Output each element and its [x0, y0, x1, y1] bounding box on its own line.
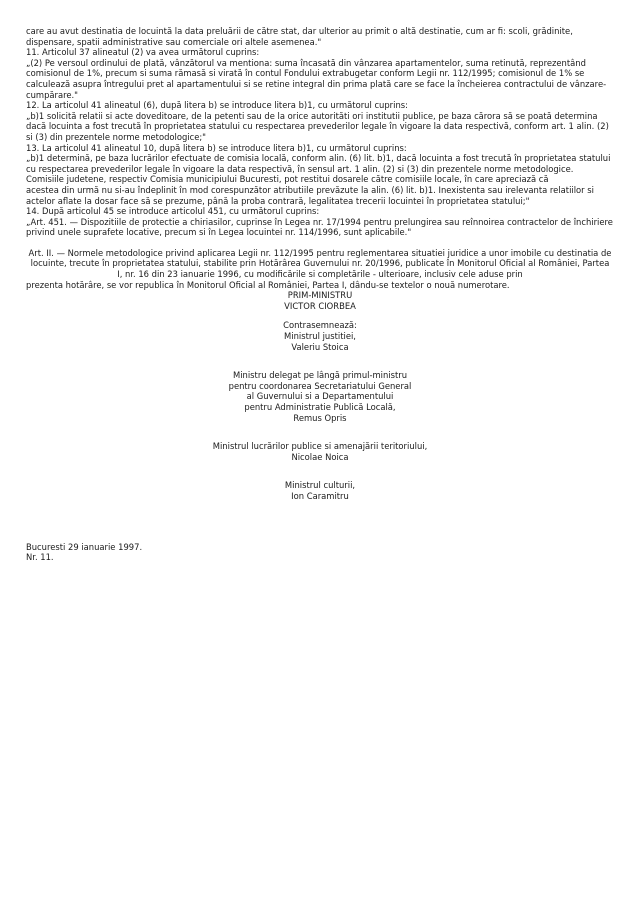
article-line: prezenta hotărâre, se vor republica în Monitorul Oficial al României, Partea I, dându-se textelor o nouă numerotare.: [26, 279, 510, 290]
delegate-name: Remus Opris: [293, 412, 347, 423]
pm-name: VICTOR CIORBEA: [284, 300, 356, 311]
text-line: calculează asupra întregului pret al apartamentului si se retine integral din prima plată care se face la încheierea contractului de vânzare-: [26, 78, 607, 89]
delegate-line: pentru coordonarea Secretariatului General: [228, 380, 412, 391]
text-line: privind unele suprafete locative, precum si în Legea locuintei nr. 114/1996, sunt aplicabile.": [26, 227, 412, 238]
delegate-line: Ministru delegat pe lângă primul-ministru: [232, 370, 408, 381]
signature-block: [26, 290, 614, 501]
document-number: Nr. 11.: [26, 552, 54, 563]
article-line: locuinte, trecute în proprietatea statului, stabilite prin Hotărârea Guvernului nr. 20/1996, publicate în Monitorul Oficial al României, Partea: [30, 258, 610, 269]
text-line: 12. La articolul 41 alineatul (6), după litera b) se introduce litera b)1, cu următorul cuprins:: [26, 100, 408, 111]
justice-name: Valeriu Stoica: [291, 341, 349, 352]
document-page: [26, 26, 614, 563]
public-works-name: Nicolae Noica: [291, 451, 349, 462]
text-line: „(2) Pe versoul ordinului de plată, vânzătorul va mentiona: suma încasată din vânzarea apartamentelor, suma retinută, reprezentând: [26, 57, 586, 68]
text-line: cu respectarea prevederilor legale în vigoare la data respectivă, în sensul art. 1 alin. (2) si (3) din prezentele norme metodologice.: [26, 163, 574, 174]
place-date: Bucuresti 29 ianuarie 1997.: [26, 541, 143, 552]
article-line: I, nr. 16 din 23 ianuarie 1996, cu modificările si completările - ulterioare, inclusiv cele aduse prin: [117, 269, 523, 280]
text-line: care au avut destinatia de locuintă la data preluării de către stat, dar ulterior au primit o altă destinatie, cum ar fi: scoli, grădinite,: [26, 26, 573, 36]
public-works-title: Ministrul lucrărilor publice si amenajării teritoriului,: [212, 441, 428, 452]
article-ii: [26, 248, 614, 290]
text-line: „Art. 451. — Dispozitiile de protectie a chiriasilor, cuprinse în Legea nr. 17/1994 pentru prelungirea sau reînnoirea contractelor de închiriere: [26, 216, 613, 227]
text-line: cumpărare.": [26, 89, 79, 100]
delegate-line: pentru Administratie Publică Locală,: [244, 402, 396, 412]
text-line: 11. Articolul 37 alineatul (2) va avea următorul cuprins:: [26, 47, 260, 58]
article-line: Art. II. — Normele metodologice privind aplicarea Legii nr. 112/1995 pentru reglementarea situatiei juridice a unor imobile cu destinatia de: [28, 247, 612, 258]
culture-name: Ion Caramitru: [291, 490, 349, 501]
text-line: Comisiile judetene, respectiv Comisia municipiului Bucuresti, pot restitui dosarele către comisiile locale, în care apreciază că: [26, 174, 549, 185]
text-line: 13. La articolul 41 alineatul 10, după litera b) se introduce litera b)1, cu următorul cuprins:: [26, 142, 407, 153]
countersign-label: Contrasemnează:: [283, 320, 357, 331]
pm-title: PRIM-MINISTRU: [287, 290, 353, 301]
amendments-text: [26, 26, 614, 238]
text-line: acestea din urmă nu si-au îndeplinit în mod corespunzător atributiile prevăzute la alin. (6) lit. b)1. Inexistenta sau irelevanta relatiilor si: [26, 184, 594, 195]
text-line: dacă locuinta a fost trecută în proprietatea statului cu respectarea prevederilor legale în vigoare la data respectivă, conform art. 1 alin. (2): [26, 121, 609, 132]
text-line: „b)1 solicită relatii si acte doveditoare, de la petenti sau de la orice autorităti ori institutii publice, pe baza cărora să se poată determina: [26, 110, 598, 121]
document-footer: [26, 542, 614, 563]
delegate-line: al Guvernului si a Departamentului: [246, 391, 394, 402]
text-line: 14. După articolul 45 se introduce articolul 451, cu următorul cuprins:: [26, 206, 320, 217]
text-line: comisionul de 1%, precum si suma rămasă si virată în contul Fondului extrabugetar conform Legii nr. 112/1995; comisionul de 1% se: [26, 68, 585, 79]
culture-title: Ministrul culturii,: [284, 480, 356, 491]
justice-title: Ministrul justitiei,: [284, 331, 356, 342]
text-line: „b)1 determină, pe baza lucrărilor efectuate de comisia locală, conform alin. (6) lit. b)1, dacă locuinta a fost trecută în proprietatea statului: [26, 153, 611, 164]
text-line: si (3) din prezentele norme metodologice;": [26, 131, 207, 142]
text-line: dispensare, spatii administrative sau comerciale ori altele asemenea.": [26, 36, 322, 47]
text-line: actelor aflate la dosar face să se prezume, până la proba contrară, legalitatea trecerii locuintei în proprietatea statului;": [26, 195, 530, 206]
